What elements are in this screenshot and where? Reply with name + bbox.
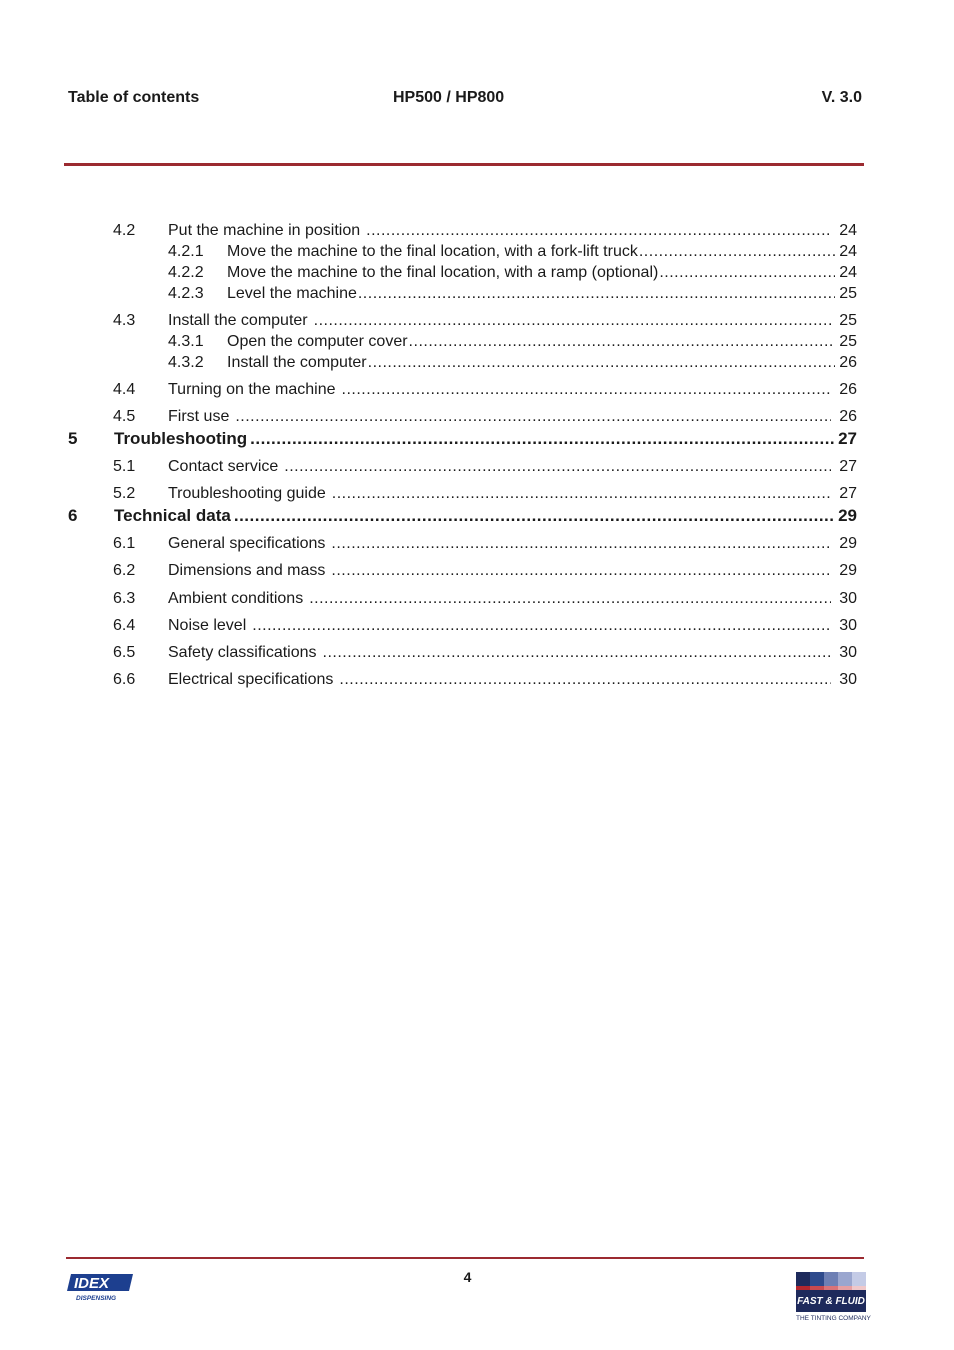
toc-dot-leader bbox=[309, 590, 831, 608]
toc-entry-level-3[interactable] bbox=[168, 243, 857, 261]
toc-entry-number: 6.4 bbox=[113, 617, 136, 634]
toc-entry-page: 27 bbox=[838, 429, 857, 448]
toc-entry-number: 5 bbox=[68, 429, 78, 448]
toc-dot-leader bbox=[409, 333, 836, 351]
toc-dot-leader bbox=[331, 562, 831, 580]
toc-entry-level-2[interactable] bbox=[113, 222, 857, 240]
header-product-name: HP500 / HP800 bbox=[393, 89, 505, 106]
toc-dot-leader bbox=[235, 408, 831, 426]
toc-entry-page: 27 bbox=[839, 485, 857, 502]
toc-dot-leader bbox=[342, 381, 832, 399]
toc-entry-page: 25 bbox=[839, 312, 857, 329]
toc-entry-level-3[interactable] bbox=[168, 333, 857, 351]
toc-entry-level-2[interactable] bbox=[113, 312, 857, 330]
toc-entry-title: Noise level bbox=[168, 617, 247, 634]
ff-tagline: THE TINTING COMPANY bbox=[796, 1315, 871, 1322]
toc-entry-number: 6.5 bbox=[113, 644, 136, 661]
toc-entry-page: 26 bbox=[839, 381, 857, 398]
ff-color-strip bbox=[796, 1272, 866, 1286]
toc-entry-level-2[interactable] bbox=[113, 485, 857, 503]
toc-entry-page: 27 bbox=[839, 458, 857, 475]
toc-entry-page: 26 bbox=[839, 408, 857, 425]
toc-entry-number: 4.2.3 bbox=[168, 285, 204, 302]
toc-entry-title: Troubleshooting guide bbox=[168, 485, 326, 502]
toc-entry-page: 24 bbox=[839, 222, 857, 239]
footer-divider bbox=[66, 1257, 864, 1259]
toc-entry-title: Install the computer bbox=[168, 312, 308, 329]
toc-entry-page: 24 bbox=[839, 243, 857, 260]
header-section-title: Table of contents bbox=[68, 89, 200, 106]
toc-entry-title: Contact service bbox=[168, 458, 279, 475]
toc-entry-number: 4.4 bbox=[113, 381, 136, 398]
toc-dot-leader bbox=[284, 458, 831, 476]
toc-entry-title: Turning on the machine bbox=[168, 381, 336, 398]
toc-dot-leader bbox=[358, 285, 835, 303]
toc-entry-number: 4.3.1 bbox=[168, 333, 204, 350]
toc-entry-level-2[interactable] bbox=[113, 671, 857, 689]
idex-sub-text: DISPENSING bbox=[76, 1295, 117, 1302]
toc-dot-leader bbox=[366, 222, 831, 240]
ff-brand-text: FAST & FLUID bbox=[796, 1290, 866, 1312]
fast-and-fluid-logo bbox=[796, 1272, 871, 1326]
toc-entry-title: First use bbox=[168, 408, 230, 425]
toc-entry-level-2[interactable] bbox=[113, 458, 857, 476]
toc-dot-leader bbox=[339, 671, 831, 689]
toc-entry-number: 5.1 bbox=[113, 458, 136, 475]
toc-entry-number: 6.6 bbox=[113, 671, 136, 688]
toc-entry-number: 4.5 bbox=[113, 408, 136, 425]
toc-entry-level-2[interactable] bbox=[113, 562, 857, 580]
header-version: V. 3.0 bbox=[821, 89, 862, 106]
toc-entry-title: Put the machine in position bbox=[168, 222, 361, 239]
toc-entry-page: 30 bbox=[839, 617, 857, 634]
toc-entry-number: 6.1 bbox=[113, 535, 136, 552]
toc-dot-leader bbox=[332, 485, 831, 503]
toc-entry-page: 29 bbox=[839, 535, 857, 552]
toc-entry-number: 4.2.1 bbox=[168, 243, 204, 260]
toc-entry-number: 4.3 bbox=[113, 312, 136, 329]
toc-entry-title: Technical data bbox=[114, 506, 231, 525]
page-number: 4 bbox=[463, 1269, 472, 1285]
toc-entry-number: 4.3.2 bbox=[168, 354, 204, 371]
toc-entry-level-1[interactable] bbox=[68, 429, 857, 449]
toc-dot-leader bbox=[250, 429, 834, 449]
toc-entry-number: 4.2 bbox=[113, 222, 136, 239]
toc-dot-leader bbox=[314, 312, 832, 330]
toc-entry-page: 25 bbox=[839, 285, 857, 302]
toc-entry-level-3[interactable] bbox=[168, 354, 857, 372]
toc-entry-page: 30 bbox=[839, 644, 857, 661]
idex-dispensing-logo bbox=[67, 1272, 137, 1302]
toc-dot-leader bbox=[331, 535, 831, 553]
toc-entry-page: 26 bbox=[839, 354, 857, 371]
toc-entry-title: Move the machine to the final location, with a fork-lift truck bbox=[227, 243, 638, 260]
toc-dot-leader bbox=[323, 644, 832, 662]
toc-entry-level-2[interactable] bbox=[113, 617, 857, 635]
toc-entry-title: Electrical specifications bbox=[168, 671, 334, 688]
toc-entry-title: General specifications bbox=[168, 535, 326, 552]
idex-brand-text: IDEX bbox=[74, 1275, 110, 1292]
toc-entry-title: Ambient conditions bbox=[168, 590, 304, 607]
toc-dot-leader bbox=[639, 243, 835, 261]
toc-entry-title: Level the machine bbox=[227, 285, 357, 302]
toc-dot-leader bbox=[234, 506, 834, 526]
toc-entry-title: Move the machine to the final location, with a ramp (optional) bbox=[227, 264, 659, 281]
toc-entry-number: 6 bbox=[68, 506, 78, 525]
toc-dot-leader bbox=[659, 264, 835, 282]
toc-entry-page: 30 bbox=[839, 590, 857, 607]
toc-entry-number: 6.2 bbox=[113, 562, 136, 579]
toc-entry-page: 25 bbox=[839, 333, 857, 350]
toc-entry-title: Dimensions and mass bbox=[168, 562, 326, 579]
toc-entry-level-3[interactable] bbox=[168, 264, 857, 282]
toc-entry-title: Install the computer bbox=[227, 354, 367, 371]
toc-entry-number: 5.2 bbox=[113, 485, 136, 502]
toc-entry-page: 29 bbox=[838, 506, 857, 525]
toc-entry-level-2[interactable] bbox=[113, 535, 857, 553]
toc-entry-level-2[interactable] bbox=[113, 644, 857, 662]
toc-entry-title: Open the computer cover bbox=[227, 333, 408, 350]
toc-dot-leader bbox=[252, 617, 831, 635]
toc-dot-leader bbox=[368, 354, 836, 372]
toc-entry-page: 24 bbox=[839, 264, 857, 281]
toc-entry-level-2[interactable] bbox=[113, 381, 857, 399]
toc-entry-number: 4.2.2 bbox=[168, 264, 204, 281]
header-divider bbox=[64, 163, 864, 166]
toc-entry-number: 6.3 bbox=[113, 590, 136, 607]
toc-entry-page: 29 bbox=[839, 562, 857, 579]
toc-entry-title: Safety classifications bbox=[168, 644, 317, 661]
toc-entry-title: Troubleshooting bbox=[114, 429, 248, 448]
toc-entry-level-2[interactable] bbox=[113, 590, 857, 608]
toc-entry-page: 30 bbox=[839, 671, 857, 688]
toc-entry-level-2[interactable] bbox=[113, 408, 857, 426]
toc-entry-level-3[interactable] bbox=[168, 285, 857, 303]
toc-entry-level-1[interactable] bbox=[68, 506, 857, 526]
